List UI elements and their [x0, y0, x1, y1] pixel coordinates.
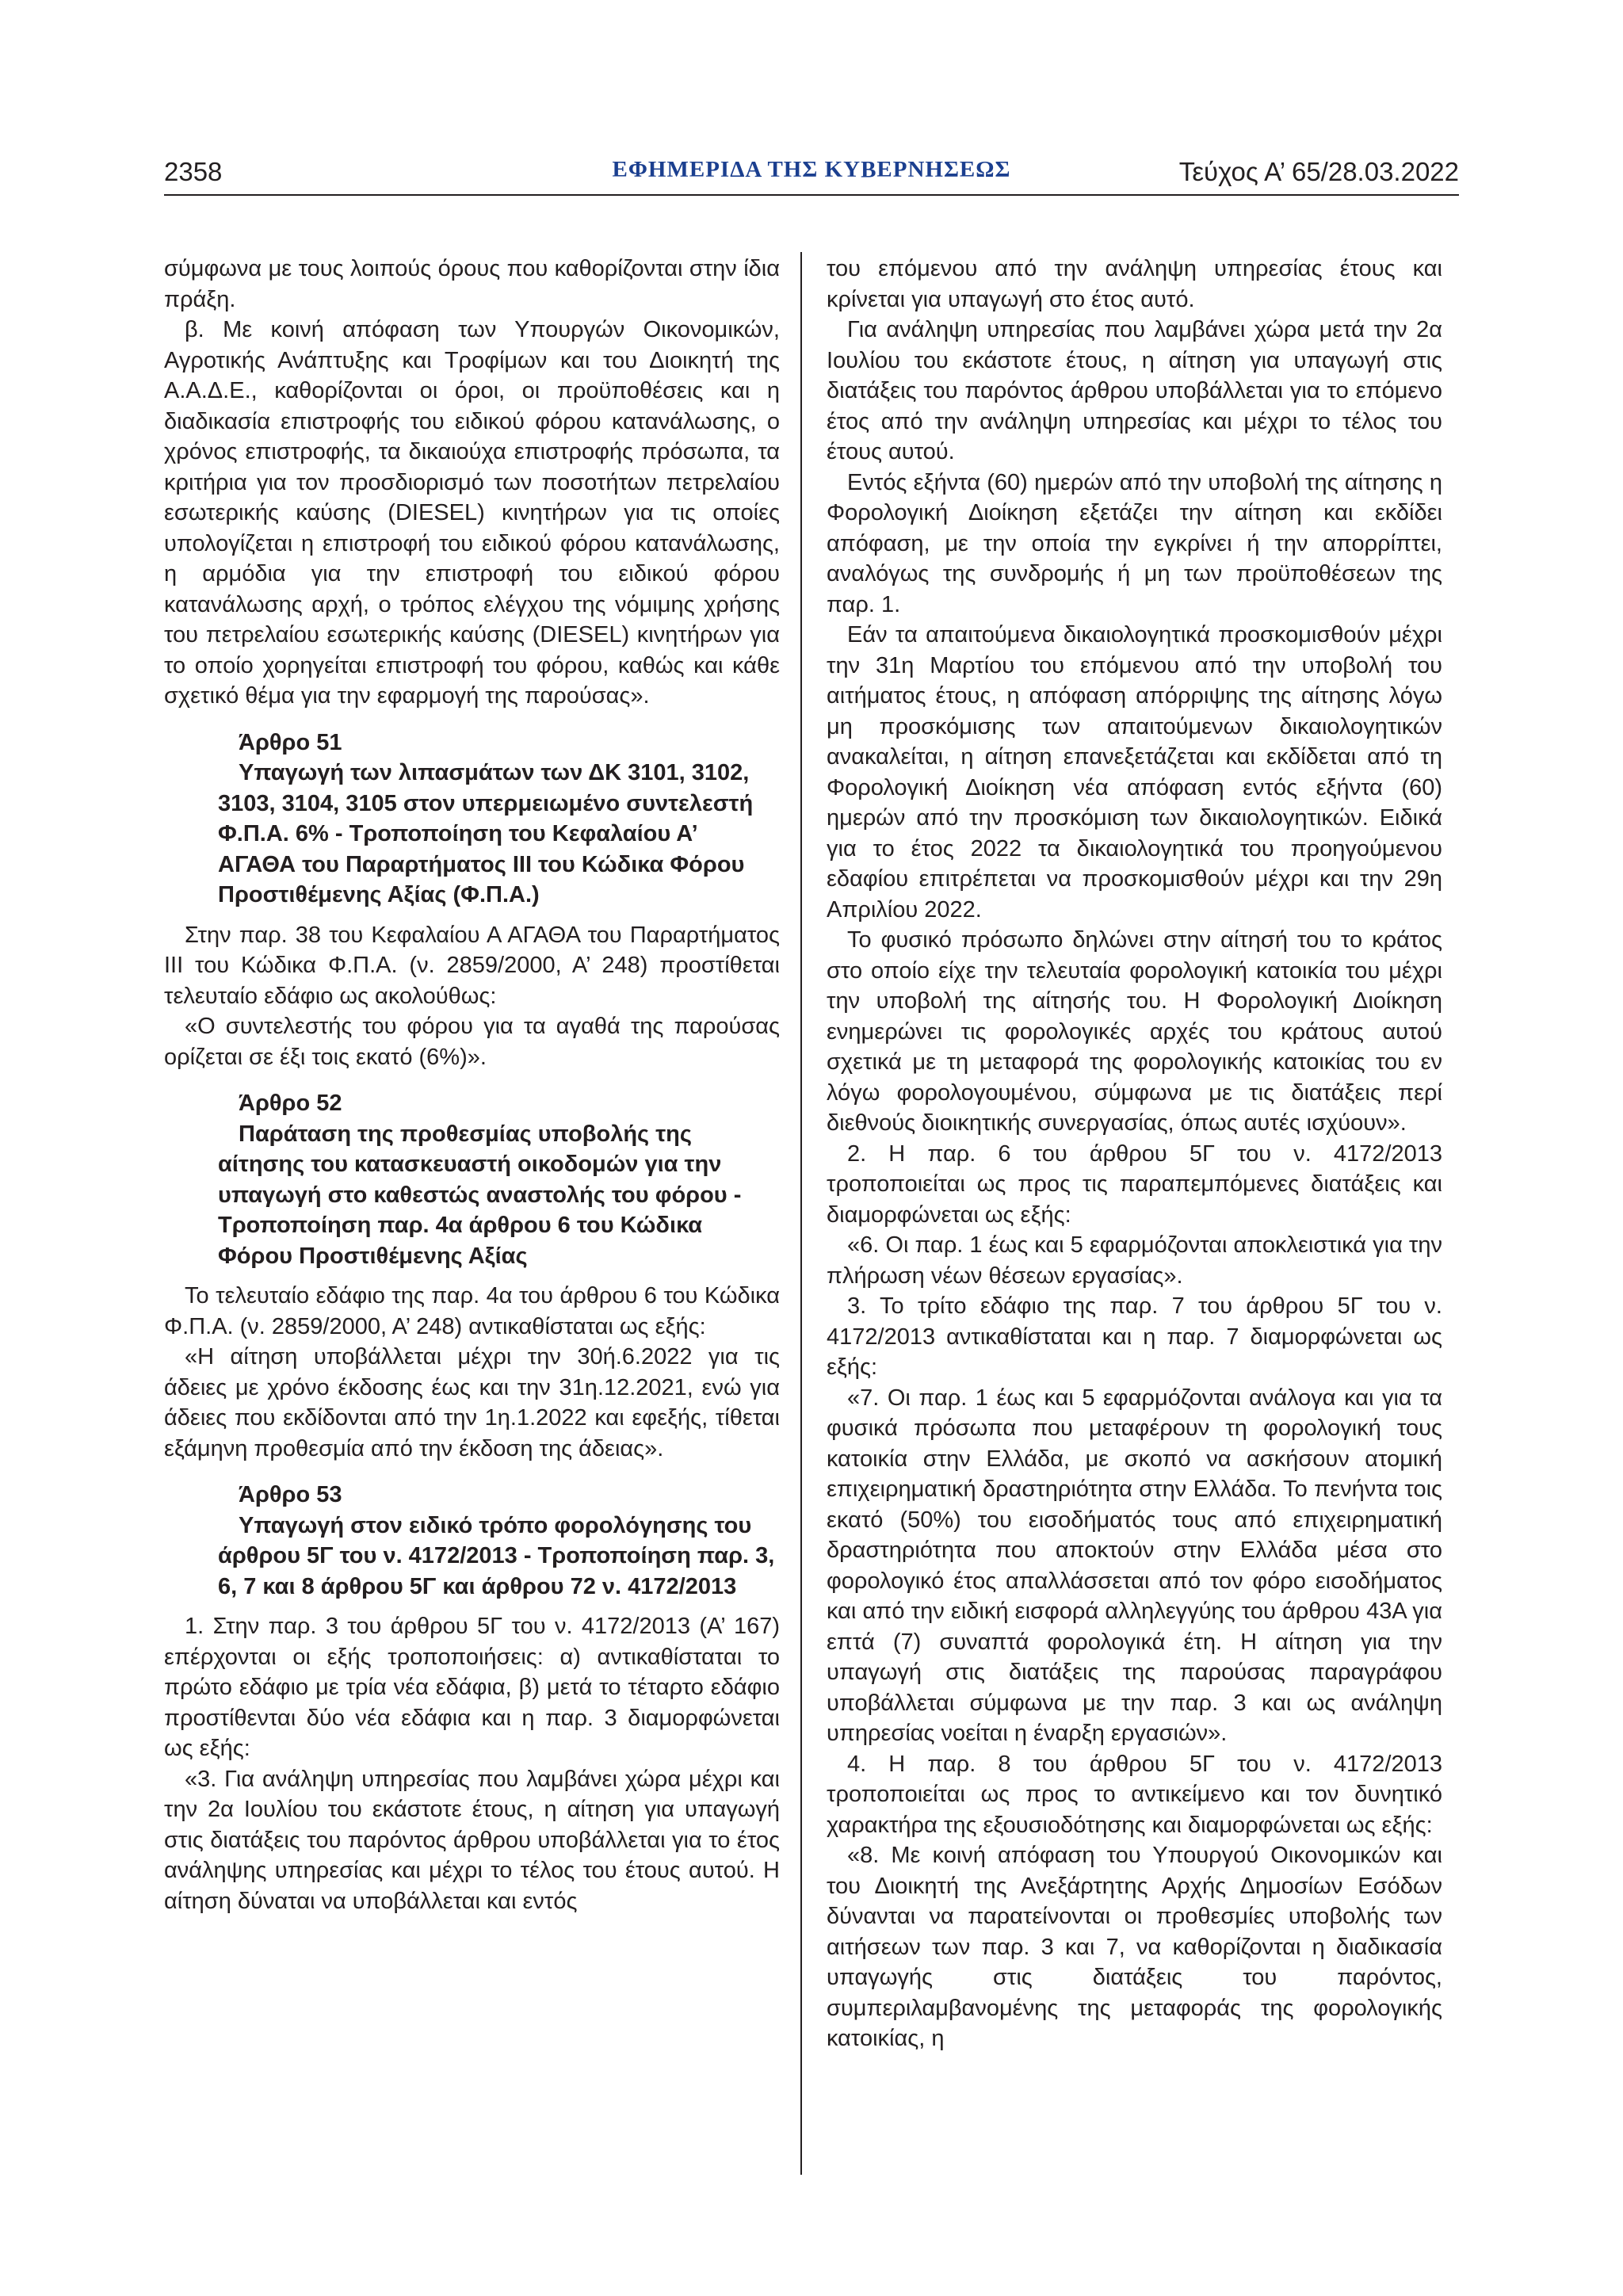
paragraph: 1. Στην παρ. 3 του άρθρου 5Γ του ν. 4172/2013 (Α’ 167) επέρχονται οι εξής τροποποιήσεις: α) αντικαθίσταται το πρώτο εδάφιο με τρία νέα εδάφια, β) μετά το τέταρτο εδάφιο προστίθενται δύο νέα εδάφια και η παρ. 3 διαμορφώνεται ως εξής: — [164, 1614, 780, 1761]
paragraph: β. Με κοινή απόφαση των Υπουργών Οικονομικών, Αγροτικής Ανάπτυξης και Τροφίμων και του Διοικητή της Α.Α.Δ.Ε., καθορίζονται οι όροι, οι προϋποθέσεις και η διαδικασία επιστροφής του ειδικού φόρου κατανάλωσης, ο χρόνος επιστροφής, τα δικαιούχα επιστροφής πρόσωπα, τα κριτήρια για τον προσδιορισμό των ποσοτήτων πετρελαίου εσωτερικής καύσης (DIESEL) κινητήρων για τις οποίες υπολογίζεται η επιστροφή του ειδικού φόρου κατανάλωσης, η αρμόδια για την επιστροφή του ειδικού φόρου κατανάλωσης αρχή, ο τρόπος ελέγχου της νόμιμης χρήσης του πετρελαίου εσωτερικής καύσης (DIESEL) κινητήρων για το οποίο χορηγείται επιστροφή του φόρου, καθώς και κάθε σχετικό θέμα για την εφαρμογή της παρούσας». — [164, 317, 780, 709]
paragraph: «7. Οι παρ. 1 έως και 5 εφαρμόζονται ανάλογα και για τα φυσικά πρόσωπα που μεταφέρουν τη φορολογική τους κατοικία στην Ελλάδα, με σκοπό να ασκήσουν ατομική επιχειρηματική δραστηριότητα στην Ελλάδα. Το πενήντα τοις εκατό (50%) του εισοδήματός τους από επιχειρηματική δραστηριότητα που αποκτούν στην Ελλάδα μέσα στο φορολογικό έτος απαλλάσσεται από τον φόρο εισοδήματος και από την ειδική εισφορά αλληλεγγύης του άρθρου 43Α για επτά (7) συναπτά φορολογικά έτη. Η αίτηση για την υπαγωγή στις διατάξεις της παρούσας παραγράφου υποβάλλεται σύμφωνα με την παρ. 3 και ως ανάληψη υπηρεσίας νοείται η έναρξη εργασιών». — [827, 1385, 1442, 1746]
gazette-title: ΕΦΗΜΕΡΙΔΑ ΤΗΣ ΚΥΒΕΡΝΗΣΕΩΣ — [612, 157, 1011, 182]
paragraph: Το τελευταίο εδάφιο της παρ. 4α του άρθρου 6 του Κώδικα Φ.Π.Α. (ν. 2859/2000, Α’ 248) αντικαθίσταται ως εξής: — [164, 1283, 780, 1339]
paragraph: 4. Η παρ. 8 του άρθρου 5Γ του ν. 4172/2013 τροποποιείται ως προς το αντικείμενο και τον δυνητικό χαρακτήρα της εξουσιοδότησης και διαμορφώνεται ως εξής: — [827, 1751, 1442, 1838]
article-title: Παράταση της προθεσμίας υποβολής της αίτησης του κατασκευαστή οικοδομών για την υπαγωγή στο καθεστώς αναστολής του φόρου - Τροποποίηση παρ. 4α άρθρου 6 του Κώδικα Φόρου Προστιθέμενης Αξίας — [218, 1121, 742, 1269]
paragraph: «Η αίτηση υποβάλλεται μέχρι την 30ή.6.2022 για τις άδειες με χρόνο έκδοσης έως και την 31η.12.2021, ενώ για άδειες που εκδίδονται από την 1η.1.2022 και εφεξής, τίθεται εξάμηνη προθεσμία από την έκδοση της άδειας». — [164, 1344, 780, 1461]
paragraph: «Ο συντελεστής του φόρου για τα αγαθά της παρούσας ορίζεται σε έξι τοις εκατό (6%)». — [164, 1014, 780, 1070]
page-header — [164, 157, 1459, 189]
article-heading-52 — [218, 1088, 780, 1271]
paragraph: Για ανάληψη υπηρεσίας που λαμβάνει χώρα μετά την 2α Ιουλίου του εκάστοτε έτους, η αίτηση για υπαγωγή στις διατάξεις του παρόντος άρθρου υποβάλλεται για το επόμενο έτος από την ανάληψη υπηρεσίας και μέχρι το τέλος του έτους αυτού. — [827, 317, 1442, 464]
article-number: Άρθρο 53 — [239, 1482, 342, 1507]
paragraph: του επόμενου από την ανάληψη υπηρεσίας έτους και κρίνεται για υπαγωγή στο έτος αυτό. — [827, 256, 1442, 312]
paragraph: 2. Η παρ. 6 του άρθρου 5Γ του ν. 4172/2013 τροποποιείται ως προς τις παραπεμπόμενες διατάξεις και διαμορφώνεται ως εξής: — [827, 1140, 1442, 1228]
column-separator — [800, 252, 802, 2175]
article-heading-51 — [218, 728, 780, 911]
paragraph: «8. Με κοινή απόφαση του Υπουργού Οικονομικών και του Διοικητή της Ανεξάρτητης Αρχής Δημοσίων Εσόδων δύνανται να παρατείνονται οι προθεσμίες υποβολής των αιτήσεων των παρ. 3 και 7, να καθορίζονται η διαδικασία υπαγωγής στις διατάξεις του παρόντος, συμπεριλαμβανομένης της μεταφοράς της φορολογικής κατοικίας, η — [827, 1843, 1442, 2051]
paragraph: Εντός εξήντα (60) ημερών από την υποβολή της αίτησης η Φορολογική Διοίκηση εξετάζει την αίτηση και εκδίδει απόφαση, με την οποία την εγκρίνει ή την απορρίπτει, αναλόγως της συνδρομής ή μη των προϋποθέσεων της παρ. 1. — [827, 469, 1442, 617]
article-title: Υπαγωγή στον ειδικό τρόπο φορολόγησης του άρθρου 5Γ του ν. 4172/2013 - Τροποποίηση παρ. 3, 6, 7 και 8 άρθρου 5Γ και άρθρου 72 ν. 4172/2013 — [218, 1512, 775, 1599]
page-number: 2358 — [164, 157, 223, 186]
paragraph: Στην παρ. 38 του Κεφαλαίου Α ΑΓΑΘΑ του Παραρτήματος ΙΙΙ του Κώδικα Φ.Π.Α. (ν. 2859/2000, Α’ 248) προστίθεται τελευταίο εδάφιο ως ακολούθως: — [164, 922, 780, 1009]
paragraph: Το φυσικό πρόσωπο δηλώνει στην αίτησή του το κράτος στο οποίο είχε την τελευταία φορολογική κατοικία του μέχρι την υποβολή της αίτησής του. Η Φορολογική Διοίκηση ενημερώνει τις φορολογικές αρχές του κράτους αυτού σχετικά με τη μεταφορά της φορολογικής κατοικίας του εν λόγω φορολογουμένου, σύμφωνα με τις διατάξεις περί διεθνούς διοικητικής συνεργασίας, όπως αυτές ισχύουν». — [827, 927, 1442, 1136]
paragraph: 3. Το τρίτο εδάφιο της παρ. 7 του άρθρου 5Γ του ν. 4172/2013 αντικαθίσταται και η παρ. 7 διαμορφώνεται ως εξής: — [827, 1293, 1442, 1380]
article-title: Υπαγωγή των λιπασμάτων των ΔΚ 3101, 3102, 3103, 3104, 3105 στον υπερμειωμένο συντελεστή Φ.Π.Α. 6% - Τροποποίηση του Κεφαλαίου Α’ ΑΓΑΘΑ του Παραρτήματος ΙΙΙ του Κώδικα Φόρου Προστιθέμενης Αξίας (Φ.Π.Α.) — [218, 760, 754, 907]
left-column — [164, 254, 780, 1916]
article-number: Άρθρο 51 — [239, 729, 342, 755]
paragraph: «3. Για ανάληψη υπηρεσίας που λαμβάνει χώρα μέχρι και την 2α Ιουλίου του εκάστοτε έτους, η αίτηση για υπαγωγή στις διατάξεις του παρόντος άρθρου υποβάλλεται για το έτος ανάληψης υπηρεσίας και μέχρι το τέλος του έτους αυτού. Η αίτηση δύναται να υποβάλλεται και εντός — [164, 1766, 780, 1914]
header-rule — [164, 194, 1459, 196]
issue-reference: Τεύχος Α’ 65/28.03.2022 — [1178, 157, 1459, 186]
article-number: Άρθρο 52 — [239, 1091, 342, 1116]
article-heading-53 — [218, 1480, 780, 1602]
paragraph: σύμφωνα με τους λοιπούς όρους που καθορίζονται στην ίδια πράξη. — [164, 256, 780, 312]
paragraph: Εάν τα απαιτούμενα δικαιολογητικά προσκομισθούν μέχρι την 31η Μαρτίου του επόμενου από την υποβολή του αιτήματος έτους, η απόφαση απόρριψης της αίτησης λόγω μη προσκόμισης των απαιτούμενων δικαιολογητικών ανακαλείται, η αίτηση επανεξετάζεται και εκδίδεται από τη Φορολογική Διοίκηση νέα απόφαση εντός εξήντα (60) ημερών από την προσκόμιση των δικαιολογητικών. Ειδικά για το έτος 2022 τα δικαιολογητικά του προηγούμενου εδαφίου επιτρέπεται να προσκομισθούν μέχρι και την 29η Απριλίου 2022. — [827, 622, 1442, 923]
paragraph: «6. Οι παρ. 1 έως και 5 εφαρμόζονται αποκλειστικά για την πλήρωση νέων θέσεων εργασίας». — [827, 1232, 1442, 1289]
right-column — [827, 254, 1442, 2054]
